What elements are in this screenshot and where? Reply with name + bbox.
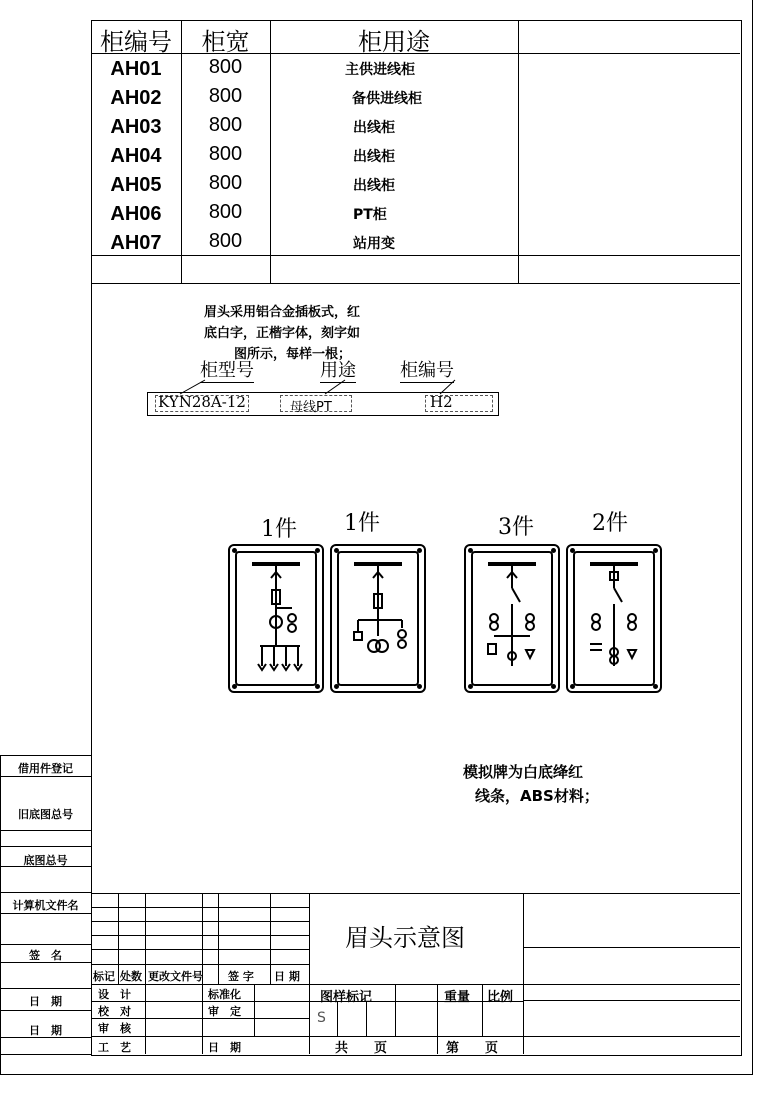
circuit-diagram	[332, 546, 424, 691]
cabinet-width: 800	[208, 85, 243, 107]
header-cabinet-use: 柜用途	[358, 28, 430, 56]
cabinet-code: AH03	[110, 116, 162, 138]
cabinet-code: AH07	[110, 232, 162, 254]
panel-quantity-3: 3件	[498, 515, 534, 540]
cabinet-use: 主供进线柜	[345, 62, 415, 78]
cabinet-width: 800	[208, 143, 243, 165]
cabinet-code: AH04	[110, 145, 162, 167]
circuit-diagram	[466, 546, 558, 691]
role-approve: 审 定	[208, 1005, 241, 1018]
label-date-2: 日 期	[29, 1024, 62, 1037]
bottom-border	[0, 1074, 753, 1075]
role-check: 校 对	[98, 1005, 131, 1018]
circuit-diagram	[568, 546, 660, 691]
cabinet-use: PT柜	[353, 207, 387, 223]
label-old-base-number: 旧底图总号	[18, 808, 73, 821]
nameplate-use-value: 母线PT	[290, 400, 332, 415]
drawing-title: 眉头示意图	[345, 924, 465, 952]
cabinet-code: AH01	[110, 58, 162, 80]
cabinet-width: 800	[208, 56, 243, 78]
role-design: 设 计	[98, 988, 131, 1001]
cabinet-code: AH02	[110, 87, 162, 109]
circuit-diagram	[230, 546, 322, 691]
nameplate-label-use: 用途	[320, 356, 356, 383]
cabinet-width: 800	[208, 230, 243, 252]
rev-header-date: 日 期	[274, 970, 300, 983]
nameplate-model-value: KYN28A-12	[158, 393, 246, 411]
panel-quantity-1: 1件	[261, 517, 297, 542]
mimic-panel-station-transformer	[566, 544, 662, 693]
rev-header-mark: 标记	[93, 970, 115, 983]
cabinet-use: 出线柜	[353, 178, 395, 194]
header-cabinet-no: 柜编号	[100, 28, 172, 56]
page-number: 第 页	[446, 1041, 499, 1056]
role-date: 日 期	[208, 1041, 241, 1054]
nameplate-label-no: 柜编号	[400, 356, 454, 383]
label-signature: 签 名	[29, 949, 62, 962]
cabinet-width: 800	[208, 201, 243, 223]
mimic-panel-note: 模拟牌为白底绛红 线条，ABS材料；	[463, 763, 599, 805]
rev-header-sign: 签 字	[228, 970, 254, 983]
nameplate-label-model: 柜型号	[200, 356, 254, 383]
mimic-panel-pt	[330, 544, 426, 693]
scale-label: 比例	[487, 990, 514, 1005]
nameplate-note: 眉头采用铝合金插板式，红 底白字，正楷字体，刻字如 图所示，每样一根；	[204, 305, 361, 362]
cabinet-use: 站用变	[353, 236, 395, 252]
label-base-number: 底图总号	[23, 854, 68, 867]
rev-header-doc: 更改文件号	[148, 970, 203, 983]
total-pages: 共 页	[335, 1041, 388, 1056]
right-border	[752, 0, 753, 1075]
sample-mark-value: S	[317, 1010, 326, 1026]
label-borrowed-register: 借用件登记	[18, 762, 73, 775]
cabinet-use: 备供进线柜	[352, 91, 422, 107]
cabinet-use: 出线柜	[353, 120, 395, 136]
cabinet-code: AH06	[110, 203, 162, 225]
header-cabinet-width: 柜宽	[201, 28, 250, 56]
cabinet-code: AH05	[110, 174, 162, 196]
role-standardization: 标准化	[208, 988, 241, 1001]
panel-quantity-4: 2件	[592, 511, 628, 536]
role-review: 审 核	[98, 1022, 131, 1035]
label-computer-file: 计算机文件名	[12, 899, 79, 912]
cabinet-use: 出线柜	[353, 149, 395, 165]
role-process: 工 艺	[98, 1041, 131, 1054]
cabinet-width: 800	[208, 172, 243, 194]
nameplate-no-value: H2	[430, 393, 453, 411]
label-date-1: 日 期	[29, 995, 62, 1008]
cabinet-width: 800	[208, 114, 243, 136]
mimic-panel-outgoing	[464, 544, 560, 693]
panel-quantity-2: 1件	[344, 511, 380, 536]
rev-header-count: 处数	[120, 970, 142, 983]
mimic-panel-incoming	[228, 544, 324, 693]
weight-label: 重量	[444, 990, 471, 1005]
sample-mark-label: 图样标记	[320, 990, 373, 1005]
